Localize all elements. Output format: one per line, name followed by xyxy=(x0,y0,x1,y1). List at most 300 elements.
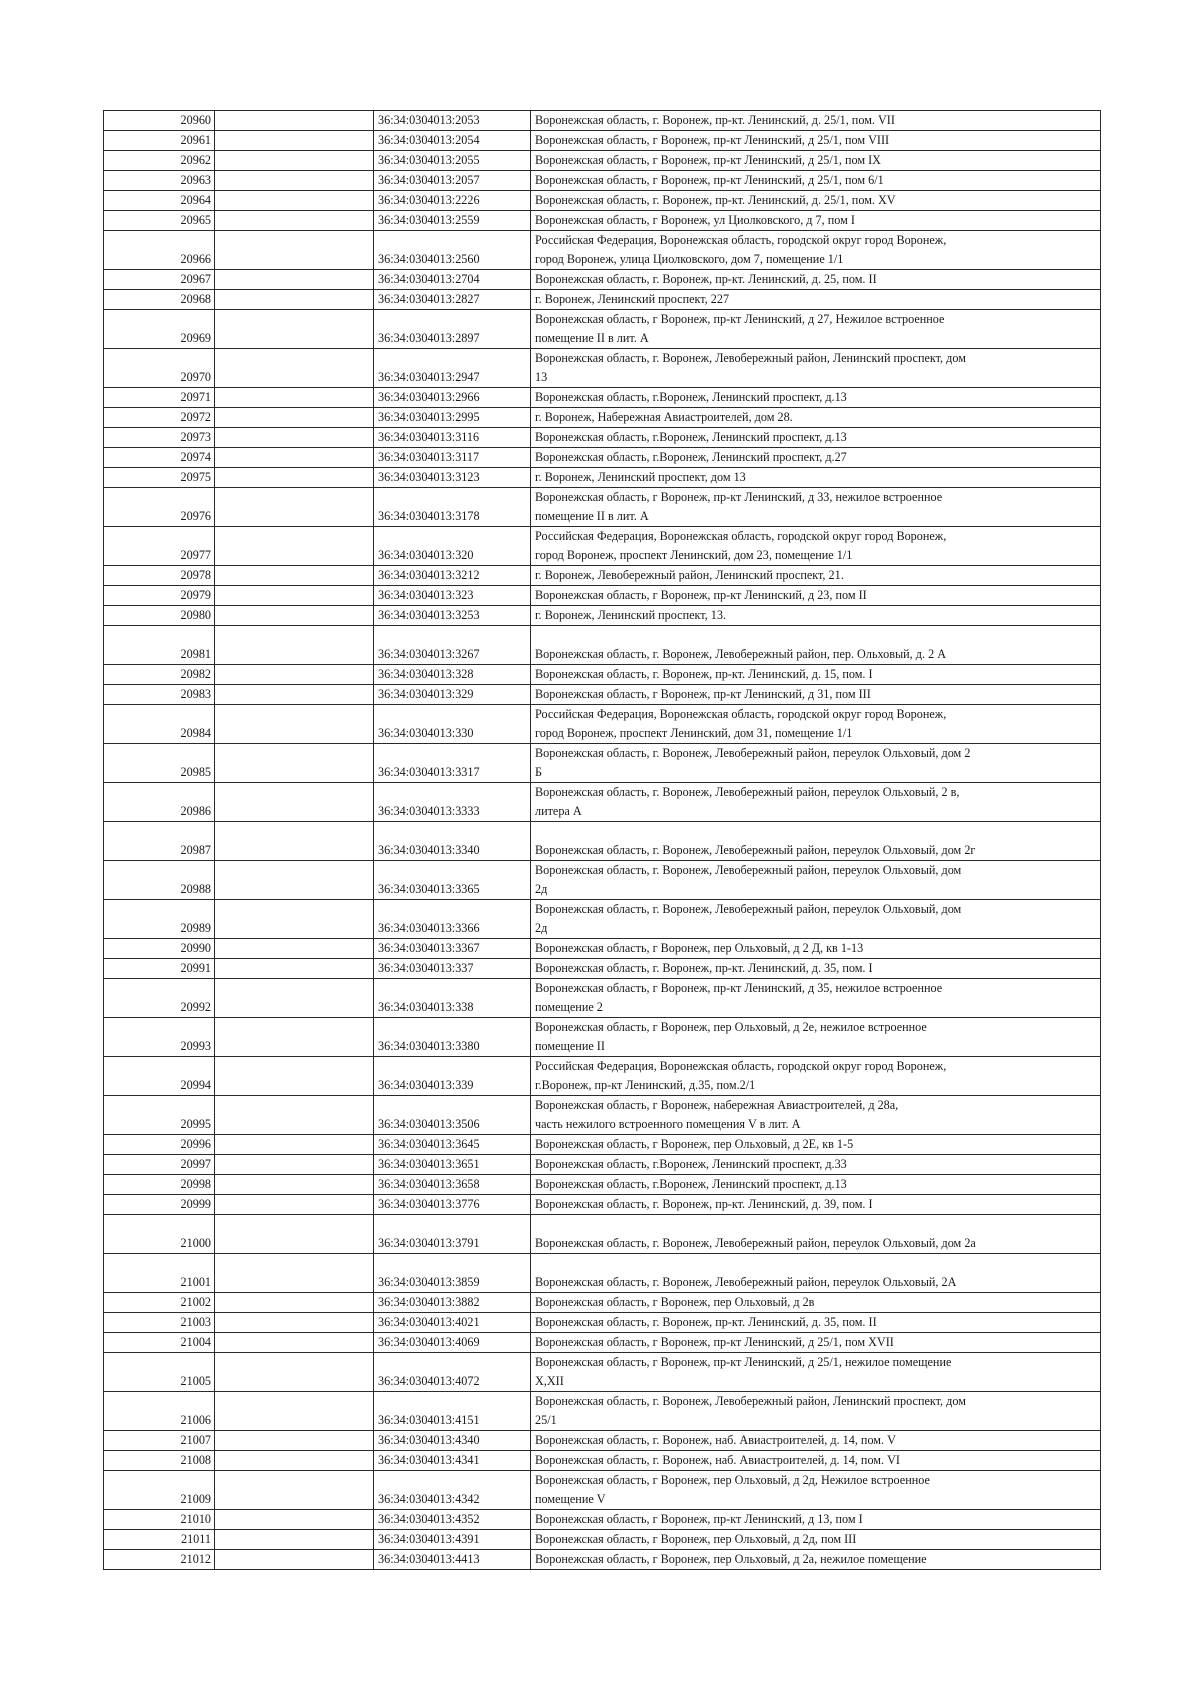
table-row xyxy=(104,310,1101,349)
cadastral-number: 36:34:0304013:2560 xyxy=(374,231,531,270)
table-row xyxy=(104,783,1101,822)
cadastral-number: 36:34:0304013:3366 xyxy=(374,900,531,939)
empty-cell xyxy=(215,861,374,900)
address-cell xyxy=(531,626,1101,665)
row-number: 20988 xyxy=(104,861,215,900)
empty-cell xyxy=(215,1392,374,1431)
address-cell xyxy=(531,1313,1101,1333)
address-cell xyxy=(531,606,1101,626)
cadastral-number: 36:34:0304013:328 xyxy=(374,665,531,685)
address-cell xyxy=(531,1431,1101,1451)
address-cell xyxy=(531,191,1101,211)
empty-cell xyxy=(215,1135,374,1155)
empty-cell xyxy=(215,349,374,388)
table-row xyxy=(104,586,1101,606)
row-number: 20973 xyxy=(104,428,215,448)
row-number: 21008 xyxy=(104,1451,215,1471)
address-line: 25/1 xyxy=(535,1413,557,1427)
address-line: Воронежская область, г Воронеж, пр-кт Ленинский, д 25/1, пом 6/1 xyxy=(535,173,884,187)
row-number: 20980 xyxy=(104,606,215,626)
address-line: Российская Федерация, Воронежская область, городской округ город Воронеж, xyxy=(535,529,947,543)
address-line: Воронежская область, г. Воронеж, пр-кт. Ленинский, д. 35, пом. II xyxy=(535,1315,877,1329)
cadastral-number: 36:34:0304013:2897 xyxy=(374,310,531,349)
table-row xyxy=(104,448,1101,468)
address-line: Воронежская область, г.Воронеж, Ленинский проспект, д.33 xyxy=(535,1157,847,1171)
address-line: Воронежская область, г. Воронеж, Левобережный район, переулок Ольховый, дом 2 xyxy=(535,746,971,760)
table-row xyxy=(104,900,1101,939)
table-row xyxy=(104,1096,1101,1135)
address-line: Воронежская область, г. Воронеж, пр-кт. Ленинский, д. 39, пом. I xyxy=(535,1197,873,1211)
table-row xyxy=(104,1353,1101,1392)
row-number: 20968 xyxy=(104,290,215,310)
table-row xyxy=(104,626,1101,665)
row-number: 20982 xyxy=(104,665,215,685)
address-cell xyxy=(531,1471,1101,1510)
cadastral-number: 36:34:0304013:3859 xyxy=(374,1254,531,1293)
address-line: помещение II xyxy=(535,1039,605,1053)
row-number: 20999 xyxy=(104,1195,215,1215)
empty-cell xyxy=(215,448,374,468)
address-cell xyxy=(531,270,1101,290)
address-cell xyxy=(531,1254,1101,1293)
cadastral-number: 36:34:0304013:3116 xyxy=(374,428,531,448)
row-number: 21006 xyxy=(104,1392,215,1431)
cadastral-number: 36:34:0304013:337 xyxy=(374,959,531,979)
cadastral-number: 36:34:0304013:338 xyxy=(374,979,531,1018)
address-cell xyxy=(531,1392,1101,1431)
row-number: 20998 xyxy=(104,1175,215,1195)
address-line: помещение V xyxy=(535,1492,606,1506)
empty-cell xyxy=(215,900,374,939)
address-line: Воронежская область, г. Воронеж, пр-кт. Ленинский, д. 35, пом. I xyxy=(535,961,873,975)
address-line: 2д xyxy=(535,882,548,896)
cadastral-number: 36:34:0304013:2704 xyxy=(374,270,531,290)
cadastral-number: 36:34:0304013:3178 xyxy=(374,488,531,527)
address-line: Воронежская область, г Воронеж, пер Ольховый, д 2а, нежилое помещение xyxy=(535,1552,927,1566)
address-cell xyxy=(531,1135,1101,1155)
row-number: 20962 xyxy=(104,151,215,171)
row-number: 20995 xyxy=(104,1096,215,1135)
address-line: Воронежская область, г. Воронеж, наб. Авиастроителей, д. 14, пом. VI xyxy=(535,1453,900,1467)
address-cell xyxy=(531,151,1101,171)
row-number: 20992 xyxy=(104,979,215,1018)
address-cell xyxy=(531,1155,1101,1175)
address-line: Воронежская область, г Воронеж, пер Ольховый, д 2Е, кв 1-5 xyxy=(535,1137,854,1151)
table-row xyxy=(104,1215,1101,1254)
empty-cell xyxy=(215,151,374,171)
empty-cell xyxy=(215,488,374,527)
row-number: 21000 xyxy=(104,1215,215,1254)
address-cell xyxy=(531,488,1101,527)
address-line xyxy=(535,822,1097,841)
cadastral-number: 36:34:0304013:3212 xyxy=(374,566,531,586)
row-number: 20981 xyxy=(104,626,215,665)
cadastral-number: 36:34:0304013:4151 xyxy=(374,1392,531,1431)
table-row xyxy=(104,1293,1101,1313)
address-cell xyxy=(531,566,1101,586)
table-row xyxy=(104,959,1101,979)
cadastral-number: 36:34:0304013:339 xyxy=(374,1057,531,1096)
cadastral-number: 36:34:0304013:4352 xyxy=(374,1510,531,1530)
cadastral-number: 36:34:0304013:4072 xyxy=(374,1353,531,1392)
cadastral-number: 36:34:0304013:3506 xyxy=(374,1096,531,1135)
row-number: 20985 xyxy=(104,744,215,783)
cadastral-number: 36:34:0304013:2827 xyxy=(374,290,531,310)
address-line: Воронежская область, г.Воронеж, Ленинский проспект, д.13 xyxy=(535,1177,847,1191)
table-row xyxy=(104,111,1101,131)
address-cell xyxy=(531,171,1101,191)
row-number: 20989 xyxy=(104,900,215,939)
table-row xyxy=(104,527,1101,566)
address-line: Воронежская область, г Воронеж, пр-кт Ленинский, д 25/1, нежилое помещение xyxy=(535,1355,952,1369)
address-cell xyxy=(531,744,1101,783)
table-row xyxy=(104,290,1101,310)
address-line: город Воронеж, улица Циолковского, дом 7, помещение 1/1 xyxy=(535,252,844,266)
table-row xyxy=(104,939,1101,959)
empty-cell xyxy=(215,822,374,861)
address-cell xyxy=(531,685,1101,705)
table-row xyxy=(104,1451,1101,1471)
cadastral-number: 36:34:0304013:3123 xyxy=(374,468,531,488)
empty-cell xyxy=(215,685,374,705)
cadastral-number: 36:34:0304013:330 xyxy=(374,705,531,744)
address-line: Воронежская область, г.Воронеж, Ленинский проспект, д.13 xyxy=(535,430,847,444)
row-number: 20975 xyxy=(104,468,215,488)
row-number: 21002 xyxy=(104,1293,215,1313)
cadastral-number: 36:34:0304013:3380 xyxy=(374,1018,531,1057)
address-line: Воронежская область, г Воронеж, пер Ольховый, д 2е, нежилое встроенное xyxy=(535,1020,927,1034)
address-line: X,XII xyxy=(535,1374,564,1388)
address-line: Воронежская область, г. Воронеж, Левобережный район, Ленинский проспект, дом xyxy=(535,351,966,365)
cadastral-number: 36:34:0304013:3117 xyxy=(374,448,531,468)
address-line xyxy=(535,1254,1097,1273)
address-line: Воронежская область, г. Воронеж, Левобережный район, переулок Ольховый, 2А xyxy=(535,1275,957,1289)
address-cell xyxy=(531,1175,1101,1195)
table-row xyxy=(104,861,1101,900)
row-number: 20997 xyxy=(104,1155,215,1175)
address-cell xyxy=(531,1353,1101,1392)
row-number: 20978 xyxy=(104,566,215,586)
address-cell xyxy=(531,959,1101,979)
address-cell xyxy=(531,131,1101,151)
cadastral-number: 36:34:0304013:3267 xyxy=(374,626,531,665)
cadastral-number: 36:34:0304013:4341 xyxy=(374,1451,531,1471)
table-row xyxy=(104,705,1101,744)
table-row xyxy=(104,1333,1101,1353)
empty-cell xyxy=(215,626,374,665)
empty-cell xyxy=(215,1530,374,1550)
row-number: 20979 xyxy=(104,586,215,606)
address-cell xyxy=(531,428,1101,448)
empty-cell xyxy=(215,388,374,408)
empty-cell xyxy=(215,1353,374,1392)
table-row xyxy=(104,1175,1101,1195)
address-line: Воронежская область, г Воронеж, пер Ольховый, д 2 Д, кв 1-13 xyxy=(535,941,864,955)
address-line xyxy=(535,1215,1097,1234)
address-line: Воронежская область, г. Воронеж, Левобережный район, переулок Ольховый, дом xyxy=(535,863,962,877)
address-cell xyxy=(531,705,1101,744)
address-line: Воронежская область, г. Воронеж, Левобережный район, переулок Ольховый, дом xyxy=(535,902,962,916)
address-line: Воронежская область, г Воронеж, пр-кт Ленинский, д 33, нежилое встроенное xyxy=(535,490,943,504)
table-row xyxy=(104,744,1101,783)
row-number: 20969 xyxy=(104,310,215,349)
address-line: 2д xyxy=(535,921,548,935)
address-cell xyxy=(531,1530,1101,1550)
address-line: город Воронеж, проспект Ленинский, дом 31, помещение 1/1 xyxy=(535,726,853,740)
row-number: 20961 xyxy=(104,131,215,151)
cadastral-number: 36:34:0304013:2054 xyxy=(374,131,531,151)
address-line: Воронежская область, г Воронеж, ул Циолковского, д 7, пом I xyxy=(535,213,855,227)
address-line: Воронежская область, г Воронеж, пр-кт Ленинский, д 27, Нежилое встроенное xyxy=(535,312,945,326)
row-number: 21003 xyxy=(104,1313,215,1333)
empty-cell xyxy=(215,665,374,685)
empty-cell xyxy=(215,310,374,349)
cadastral-number: 36:34:0304013:3317 xyxy=(374,744,531,783)
cadastral-number: 36:34:0304013:329 xyxy=(374,685,531,705)
address-cell xyxy=(531,939,1101,959)
row-number: 20963 xyxy=(104,171,215,191)
table-row xyxy=(104,488,1101,527)
address-line: Воронежская область, г. Воронеж, Левобережный район, переулок Ольховый, дом 2г xyxy=(535,843,976,857)
row-number: 20965 xyxy=(104,211,215,231)
address-line: Воронежская область, г. Воронеж, Левобережный район, Ленинский проспект, дом xyxy=(535,1394,966,1408)
address-line: г. Воронеж, Ленинский проспект, 227 xyxy=(535,292,730,306)
cadastral-number: 36:34:0304013:4340 xyxy=(374,1431,531,1451)
empty-cell xyxy=(215,1215,374,1254)
address-line: Воронежская область, г Воронеж, пр-кт Ленинский, д 13, пом I xyxy=(535,1512,863,1526)
table-row xyxy=(104,191,1101,211)
empty-cell xyxy=(215,1175,374,1195)
empty-cell xyxy=(215,705,374,744)
address-cell xyxy=(531,1550,1101,1570)
table-row xyxy=(104,1431,1101,1451)
empty-cell xyxy=(215,586,374,606)
row-number: 21009 xyxy=(104,1471,215,1510)
empty-cell xyxy=(215,131,374,151)
table-row xyxy=(104,131,1101,151)
address-cell xyxy=(531,1451,1101,1471)
address-cell xyxy=(531,979,1101,1018)
address-cell xyxy=(531,1195,1101,1215)
table-row xyxy=(104,1510,1101,1530)
address-line xyxy=(535,626,1097,645)
empty-cell xyxy=(215,408,374,428)
address-line: Воронежская область, г. Воронеж, пр-кт. Ленинский, д. 15, пом. I xyxy=(535,667,873,681)
row-number: 20964 xyxy=(104,191,215,211)
empty-cell xyxy=(215,1057,374,1096)
row-number: 20972 xyxy=(104,408,215,428)
row-number: 20986 xyxy=(104,783,215,822)
cadastral-number: 36:34:0304013:3645 xyxy=(374,1135,531,1155)
address-cell xyxy=(531,290,1101,310)
address-line: Российская Федерация, Воронежская область, городской округ город Воронеж, xyxy=(535,233,947,247)
empty-cell xyxy=(215,231,374,270)
row-number: 21010 xyxy=(104,1510,215,1530)
cadastral-number: 36:34:0304013:4021 xyxy=(374,1313,531,1333)
address-cell xyxy=(531,349,1101,388)
cadastral-number: 36:34:0304013:323 xyxy=(374,586,531,606)
address-line: г. Воронеж, Ленинский проспект, дом 13 xyxy=(535,470,746,484)
empty-cell xyxy=(215,1510,374,1530)
empty-cell xyxy=(215,939,374,959)
empty-cell xyxy=(215,1431,374,1451)
address-line: помещение II в лит. А xyxy=(535,509,649,523)
table-row xyxy=(104,1471,1101,1510)
table-row xyxy=(104,665,1101,685)
row-number: 21012 xyxy=(104,1550,215,1570)
row-number: 21011 xyxy=(104,1530,215,1550)
table-row xyxy=(104,685,1101,705)
row-number: 20991 xyxy=(104,959,215,979)
table-row xyxy=(104,1018,1101,1057)
empty-cell xyxy=(215,566,374,586)
table-row xyxy=(104,171,1101,191)
table-row xyxy=(104,1313,1101,1333)
empty-cell xyxy=(215,191,374,211)
address-cell xyxy=(531,822,1101,861)
cadastral-number: 36:34:0304013:4391 xyxy=(374,1530,531,1550)
empty-cell xyxy=(215,468,374,488)
address-line: Российская Федерация, Воронежская область, городской округ город Воронеж, xyxy=(535,1059,947,1073)
row-number: 21005 xyxy=(104,1353,215,1392)
cadastral-number: 36:34:0304013:2559 xyxy=(374,211,531,231)
cadastral-number: 36:34:0304013:3658 xyxy=(374,1175,531,1195)
row-number: 21001 xyxy=(104,1254,215,1293)
address-line: Воронежская область, г. Воронеж, пр-кт. Ленинский, д. 25/1, пом. VII xyxy=(535,113,895,127)
cadastral-number: 36:34:0304013:3791 xyxy=(374,1215,531,1254)
address-cell xyxy=(531,448,1101,468)
cadastral-number: 36:34:0304013:320 xyxy=(374,527,531,566)
table-row xyxy=(104,1057,1101,1096)
address-line: 13 xyxy=(535,370,548,384)
address-cell xyxy=(531,586,1101,606)
empty-cell xyxy=(215,744,374,783)
empty-cell xyxy=(215,211,374,231)
row-number: 20971 xyxy=(104,388,215,408)
table-row xyxy=(104,388,1101,408)
address-cell xyxy=(531,408,1101,428)
empty-cell xyxy=(215,606,374,626)
empty-cell xyxy=(215,1313,374,1333)
row-number: 20974 xyxy=(104,448,215,468)
row-number: 20967 xyxy=(104,270,215,290)
empty-cell xyxy=(215,111,374,131)
address-cell xyxy=(531,900,1101,939)
cadastral-number: 36:34:0304013:4413 xyxy=(374,1550,531,1570)
empty-cell xyxy=(215,1451,374,1471)
empty-cell xyxy=(215,527,374,566)
row-number: 21007 xyxy=(104,1431,215,1451)
address-line: г. Воронеж, Набережная Авиастроителей, дом 28. xyxy=(535,410,793,424)
cadastral-number: 36:34:0304013:3776 xyxy=(374,1195,531,1215)
cadastral-number: 36:34:0304013:4342 xyxy=(374,1471,531,1510)
address-line: Воронежская область, г Воронеж, пр-кт Ленинский, д 35, нежилое встроенное xyxy=(535,981,943,995)
table-row xyxy=(104,566,1101,586)
address-line: г. Воронеж, Левобережный район, Ленинский проспект, 21. xyxy=(535,568,844,582)
table-row xyxy=(104,606,1101,626)
table-row xyxy=(104,151,1101,171)
table-row xyxy=(104,1135,1101,1155)
address-line: Воронежская область, г.Воронеж, Ленинский проспект, д.13 xyxy=(535,390,847,404)
address-cell xyxy=(531,211,1101,231)
address-line: город Воронеж, проспект Ленинский, дом 23, помещение 1/1 xyxy=(535,548,853,562)
address-line: Воронежская область, г Воронеж, пр-кт Ленинский, д 31, пом III xyxy=(535,687,871,701)
cadastral-number: 36:34:0304013:4069 xyxy=(374,1333,531,1353)
empty-cell xyxy=(215,270,374,290)
row-number: 20990 xyxy=(104,939,215,959)
cadastral-number: 36:34:0304013:3253 xyxy=(374,606,531,626)
row-number: 20984 xyxy=(104,705,215,744)
table-row xyxy=(104,1195,1101,1215)
address-cell xyxy=(531,231,1101,270)
address-cell xyxy=(531,1293,1101,1313)
cadastral-number: 36:34:0304013:3340 xyxy=(374,822,531,861)
address-line: Воронежская область, г.Воронеж, Ленинский проспект, д.27 xyxy=(535,450,847,464)
row-number: 21004 xyxy=(104,1333,215,1353)
address-cell xyxy=(531,1510,1101,1530)
address-cell xyxy=(531,783,1101,822)
address-line: Воронежская область, г. Воронеж, Левобережный район, переулок Ольховый, 2 в, xyxy=(535,785,960,799)
address-line: г. Воронеж, Ленинский проспект, 13. xyxy=(535,608,727,622)
cadastral-number: 36:34:0304013:3365 xyxy=(374,861,531,900)
row-number: 20994 xyxy=(104,1057,215,1096)
empty-cell xyxy=(215,783,374,822)
address-line: Воронежская область, г. Воронеж, Левобережный район, переулок Ольховый, дом 2а xyxy=(535,1236,976,1250)
row-number: 20987 xyxy=(104,822,215,861)
address-line: г.Воронеж, пр-кт Ленинский, д.35, пом.2/1 xyxy=(535,1078,756,1092)
address-line: Российская Федерация, Воронежская область, городской округ город Воронеж, xyxy=(535,707,947,721)
table-row xyxy=(104,428,1101,448)
address-line: Воронежская область, г Воронеж, пр-кт Ленинский, д 25/1, пом IX xyxy=(535,153,881,167)
address-cell xyxy=(531,1057,1101,1096)
address-cell xyxy=(531,861,1101,900)
empty-cell xyxy=(215,1155,374,1175)
table-row xyxy=(104,979,1101,1018)
table-row xyxy=(104,1550,1101,1570)
table-row xyxy=(104,822,1101,861)
address-line: Воронежская область, г Воронеж, пр-кт Ленинский, д 23, пом II xyxy=(535,588,867,602)
cadastral-number: 36:34:0304013:2226 xyxy=(374,191,531,211)
empty-cell xyxy=(215,1096,374,1135)
address-line: Воронежская область, г. Воронеж, наб. Авиастроителей, д. 14, пом. V xyxy=(535,1433,896,1447)
table-row xyxy=(104,1254,1101,1293)
empty-cell xyxy=(215,1333,374,1353)
address-line: Воронежская область, г. Воронеж, Левобережный район, пер. Ольховый, д. 2 А xyxy=(535,647,947,661)
address-line: Воронежская область, г Воронеж, пр-кт Ленинский, д 25/1, пом XVII xyxy=(535,1335,894,1349)
address-line: Воронежская область, г. Воронеж, пр-кт. Ленинский, д. 25/1, пом. XV xyxy=(535,193,896,207)
cadastral-number: 36:34:0304013:2966 xyxy=(374,388,531,408)
row-number: 20966 xyxy=(104,231,215,270)
empty-cell xyxy=(215,290,374,310)
address-line: помещение 2 xyxy=(535,1000,603,1014)
cadastral-number: 36:34:0304013:3367 xyxy=(374,939,531,959)
cadastral-number: 36:34:0304013:3882 xyxy=(374,1293,531,1313)
address-line: Воронежская область, г Воронеж, набережная Авиастроителей, д 28а, xyxy=(535,1098,899,1112)
address-line: Воронежская область, г Воронеж, пр-кт Ленинский, д 25/1, пом VIII xyxy=(535,133,890,147)
empty-cell xyxy=(215,1018,374,1057)
address-cell xyxy=(531,388,1101,408)
table-row xyxy=(104,349,1101,388)
address-cell xyxy=(531,468,1101,488)
address-line: Воронежская область, г Воронеж, пер Ольховый, д 2д, Нежилое встроенное xyxy=(535,1473,930,1487)
row-number: 20996 xyxy=(104,1135,215,1155)
cadastral-number: 36:34:0304013:2947 xyxy=(374,349,531,388)
row-number: 20983 xyxy=(104,685,215,705)
cadastral-number: 36:34:0304013:2055 xyxy=(374,151,531,171)
empty-cell xyxy=(215,1254,374,1293)
cadastral-number: 36:34:0304013:2057 xyxy=(374,171,531,191)
address-line: Б xyxy=(535,765,542,779)
